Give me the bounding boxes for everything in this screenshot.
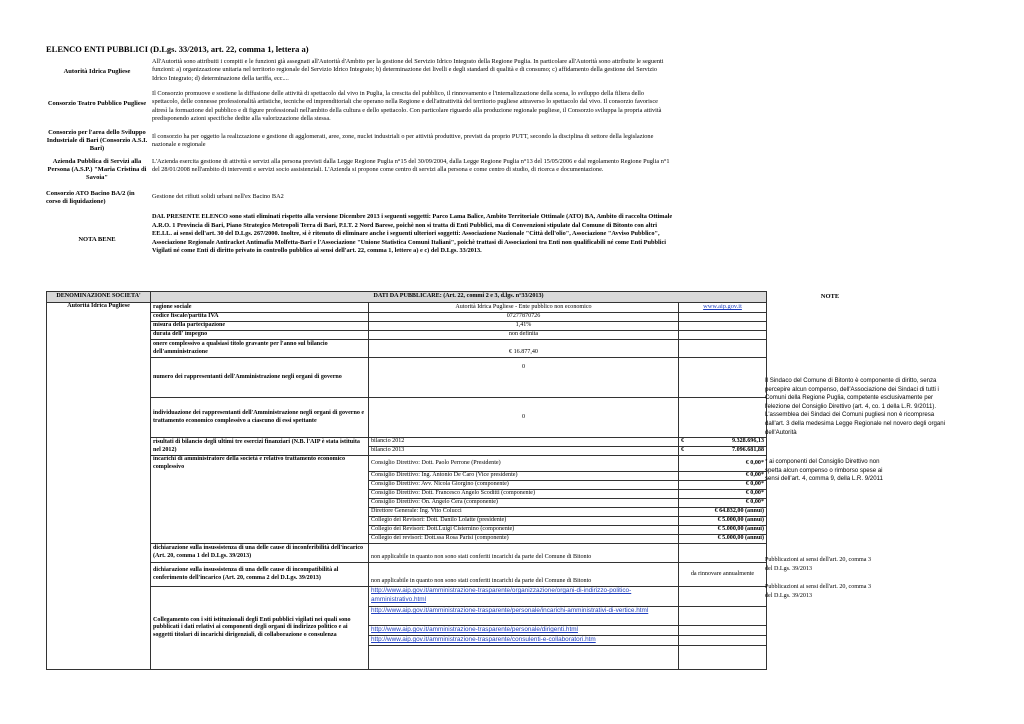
page-title: ELENCO ENTI PUBBLICI (D.Lgs. 33/2013, art. 22, comma 1, lettera a) (46, 44, 309, 54)
incarico-name: Consiglio Direttivo: Avv. Nicola Giorgino (componente) (369, 481, 679, 490)
link-organi-indirizzo[interactable]: http://www.aip.gov.it/amministrazione-trasparente/organizzazione/organi-di-indirizzo-politico-amministrativo.html (371, 587, 632, 603)
row-label: ragione sociale (151, 303, 369, 313)
entity-description: Il consorzio ha per oggetto la realizzazione e gestione di agglomerati, aree, zone, nuclei industriali o per attività produttive, previsti da proprio PUTT, secondo la disciplina di settore della legislazione nazionale e regionale (152, 133, 654, 149)
incarico-amount: € 0,00* (679, 481, 767, 490)
entity-name: Consorzio Teatro Pubblico Pugliese (47, 100, 147, 107)
bilancio-year: bilancio 2013 (369, 447, 679, 456)
entity-description: All'Autorità sono attribuiti i compiti e le funzioni già assegnati all'Autorità d'Ambito per la gestione del Servizio Idrico Integrato della Regione Puglia. In particolare all'Autorità sono attribuite le seguenti funzioni: a) organizzazione unitaria nel territorio regionale del Servizio Idrico Integrato; b) determinazione dei livelli e degli standard di qualità e di consumo; c) affidamento della gestione del Servizio Idrico Integrato; d) determinazione della tariffa, ecc.... (152, 58, 664, 82)
row-value: 0 (369, 358, 679, 398)
row-value: Autorità Idrica Pugliese - Ente pubblico non economico (369, 303, 679, 313)
nota-bene-text: DAL PRESENTE ELENCO sono stati eliminati rispetto alla versione Dicembre 2013 i seguenti soggetti: Parco Lama Balice, Ambito Territoriale Ottimale (ATO) BA, Ambito di raccolta Ottimale A.R.O. 1 Provincia di Bari, Piano Strategico Metropoli Terra di Bari, P.I.T. 2 Nord Barese, poichè non si tratta di Enti Pubblici, ma di Convenzioni stipulate dal Comune di Bitonto con altri EE.LL. ai sensi dell'art. 30 del D.Lgs. 267/2000. Inoltre, si è ritenuto di eliminare anche i seguenti ulteriori soggetti: Associazione Nazionale "Città dell'olio", Associazione "Avviso Pubblico", Associazione Regionale Antiracket Antimafia Molfetta-Bari e l'Associazione "Unione Statistica Comuni Italiani", poichè trattasi di Associazioni tra Enti non qualificabili né come Enti Pubblici Vigilati né come Enti di diritto privato in controllo pubblico ai sensi dell'art. 22, comma 1, lettere a) e c) del D.Lgs. 33/2013. (152, 213, 673, 255)
row-label: risultati di bilancio degli ultimi tre esercizi finanziari (N.B. l'AIP è stata istituita nel 2012) (151, 438, 369, 456)
renewal-note: da rinnovare annualmente (679, 563, 767, 587)
note-organi-governo: Il Sindaco del Comune di Bitonto è componente di diritto, senza percepire alcun compenso, dell'Associazione dei Sindaci di tutti i Comuni della Regione Puglia, competente esclusivamente per l'elezione del Consiglio Direttivo (art. 4, co. 1 della L.R. 9/2011). L'assemblea dei Sindaci dei Comuni pugliesi non è ricompresa dall'art. 3 della medesima Legge Regionale nel novero degli organi dell'Autorità (765, 377, 946, 436)
note-consiglio-direttivo: * ai componenti del Consiglio Direttivo non spetta alcun compenso o rimborso spese ai sensi dell'art. 4, comma 9, della L.R. 9/2011 (765, 458, 883, 483)
bilancio-amount: 9.328.696,13 (732, 438, 764, 445)
entity-name: Autorità Idrica Pugliese (63, 68, 131, 75)
incarico-name: Direttore Generale: Ing. Vito Colucci (369, 508, 679, 517)
row-label: onere complessivo a qualsiasi titolo gravante per l'anno sul bilancio dell'amministrazione (151, 340, 369, 358)
entity-name: Consorzio per l'area dello Sviluppo Industriale di Bari (Consorzio A.S.I. Bari) (46, 129, 148, 152)
row-label: codice fiscale/partita IVA (151, 313, 369, 322)
incarico-amount: € 0,00* (679, 490, 767, 499)
bilancio-amount: 7.096.681,88 (732, 447, 764, 454)
incarico-name: Consiglio Direttivo: On. Angelo Cera (componente) (369, 499, 679, 508)
row-value: non applicabile in quanto non sono stati conferiti incarichi da parte del Comune di Bitonto (369, 544, 679, 563)
link-incarichi-vertice[interactable]: http://www.aip.gov.it/amministrazione-trasparente/personale/incarichi-amministrativi-di-vertice.html (371, 607, 649, 614)
incarico-amount: € 0,00* (679, 472, 767, 481)
row-value: € 16.877,40 (369, 340, 679, 358)
incarico-amount: € 64.832,00 (annui) (679, 508, 767, 517)
row-label: durata dell' impegno (151, 331, 369, 340)
incarico-amount: € 0,00* (679, 499, 767, 508)
incarico-amount: € 5.000,00 (annui) (679, 535, 767, 544)
currency: € (681, 447, 685, 454)
data-table (46, 291, 767, 670)
entity-description: Il Consorzio promuove e sostiene la diffusione delle attività di spettacolo dal vivo in Puglia, la crescita del pubblico, il rinnovamento e l'internalizzazione della scena, lo sviluppo della filiera dello spettacolo, delle connesse professionalità artistiche, tecniche ed imprenditoriali che operano nella Regione e dell'attrattività del territorio pugliese attraverso lo spettacolo dal vivo. Il consorzio favorisce altresì la formazione del pubblico e di figure professionali nell'ambito della cultura e dello spettacolo. Con particolare riguardo alla produzione regionale pugliese, il Consorzio sviluppa la propria attività predisponendo azioni specifiche dedite alla valorizzazione della stessa. (152, 90, 662, 122)
header-denominazione: DENOMINAZIONE SOCIETA' (47, 292, 151, 303)
header-dati: DATI DA PUBBLICARE: (Art. 22, commi 2 e 3, d.lgs. n°33/2013) (151, 292, 767, 303)
incarico-amount: € 5.000,00 (annui) (679, 517, 767, 526)
incarico-amount: € 5.000,00 (annui) (679, 526, 767, 535)
link-consulenti[interactable]: http://www.aip.gov.it/amministrazione-trasparente/consulenti-e-collaboratori.htm (371, 636, 596, 644)
note-pubblicazioni-1: Pubblicazioni ai sensi dell'art. 20, comma 3 del D.Lgs. 39/2013 (765, 557, 872, 572)
incarico-name: Consiglio Direttivo: Dott. Paolo Perrone (Presidente) (369, 456, 679, 472)
note-pubblicazioni-2: Pubblicazioni ai sensi dell'art. 20, comma 3 del D.Lgs. 39/2013 (765, 584, 872, 599)
row-label: individuazione dei rappresentanti dell'Amministrazione negli organi di governo e trattamento economico complessivo a ciascuno di essi spettante (151, 398, 369, 438)
entity-description: Gestione dei rifiuti solidi urbani nell'ex Bacino BA2 (152, 193, 284, 200)
entity-cell: Autorità Idrica Pugliese (47, 303, 151, 670)
link-dirigenti[interactable]: http://www.aip.gov.it/amministrazione-trasparente/personale/dirigenti.html (371, 626, 578, 634)
row-label: numero dei rappresentanti dell'Amministrazione negli organi di governo (151, 358, 369, 398)
incarico-name: Collegio dei Revisori: Dott.Luigi Cisternino (componente) (369, 526, 679, 535)
currency: € (681, 438, 685, 445)
row-label: dichiarazione sulla insussistenza di una delle cause di inconferibilità dell'incarico (Art. 20, comma 1 del D.Lgs. 39/2013) (151, 544, 369, 563)
row-value: 0 (369, 398, 679, 438)
entity-description: L'Azienda esercita gestione di attività e servizi alla persona previsti dalla Legge Regione Puglia n°15 del 30/09/2004, dalla Legge Regione Puglia n°13 del 15/05/2006 e dal regolamento Regione Puglia n°1 del 28/01/2008 nell'ambito di interventi e servizi socio assistenziali. L'Azienda si propone come centro di servizi alla persona e come centro di studio, di ricerca e documentazione. (152, 158, 670, 174)
row-label: incarichi di amministratore della società e relativo trattamento economico complessivo (151, 456, 369, 544)
incarico-name: Collegio dei revisori: Dott.ssa Rosa Parisi (componente) (369, 535, 679, 544)
incarico-name: Consiglio Direttivo: Dott. Francesco Angelo Scoditti (componente) (369, 490, 679, 499)
notes-header: NOTE (820, 293, 840, 300)
entity-name: Azienda Pubblica di Servizi alla Persona (A.S.P.) "Maria Cristina di Savoia" (47, 158, 147, 181)
row-value: non applicabile in quanto non sono stati conferiti incarichi da parte del Comune di Bitonto (369, 563, 679, 587)
bilancio-year: bilancio 2012 (369, 438, 679, 447)
nota-bene-label: NOTA BENE (78, 236, 116, 243)
row-label: dichiarazione sulla insussistenza di una delle cause di incompatibilità al conferimento dell'incarico (Art. 20, comma 2 del D.Lgs. 39/2013) (151, 563, 369, 587)
website-link[interactable]: www.aip.gov.it (703, 303, 742, 311)
row-value: 07277870726 (369, 313, 679, 322)
row-value: non definita (369, 331, 679, 340)
incarico-name: Collegio dei Revisori: Dott. Danilo Lolatte (presidente) (369, 517, 679, 526)
row-value: 1,41% (369, 322, 679, 331)
incarico-name: Consiglio Direttivo: Ing. Antonio De Caro (Vice presidente) (369, 472, 679, 481)
row-label: misura della partecipazione (151, 322, 369, 331)
row-label: Collegamento con i siti istituzionali degli Enti pubblici vigilati nei quali sono pubblicati i dati relativi ai componenti degli organi di indirizzo politico e ai soggetti titolari di incarichi dirigenziali, di collaborazione o consulenza (151, 587, 369, 670)
entity-name: Consorzio ATO Bacino BA/2 (in corso di liquidazione) (46, 190, 135, 205)
incarico-amount: € 0,00* (679, 456, 767, 472)
